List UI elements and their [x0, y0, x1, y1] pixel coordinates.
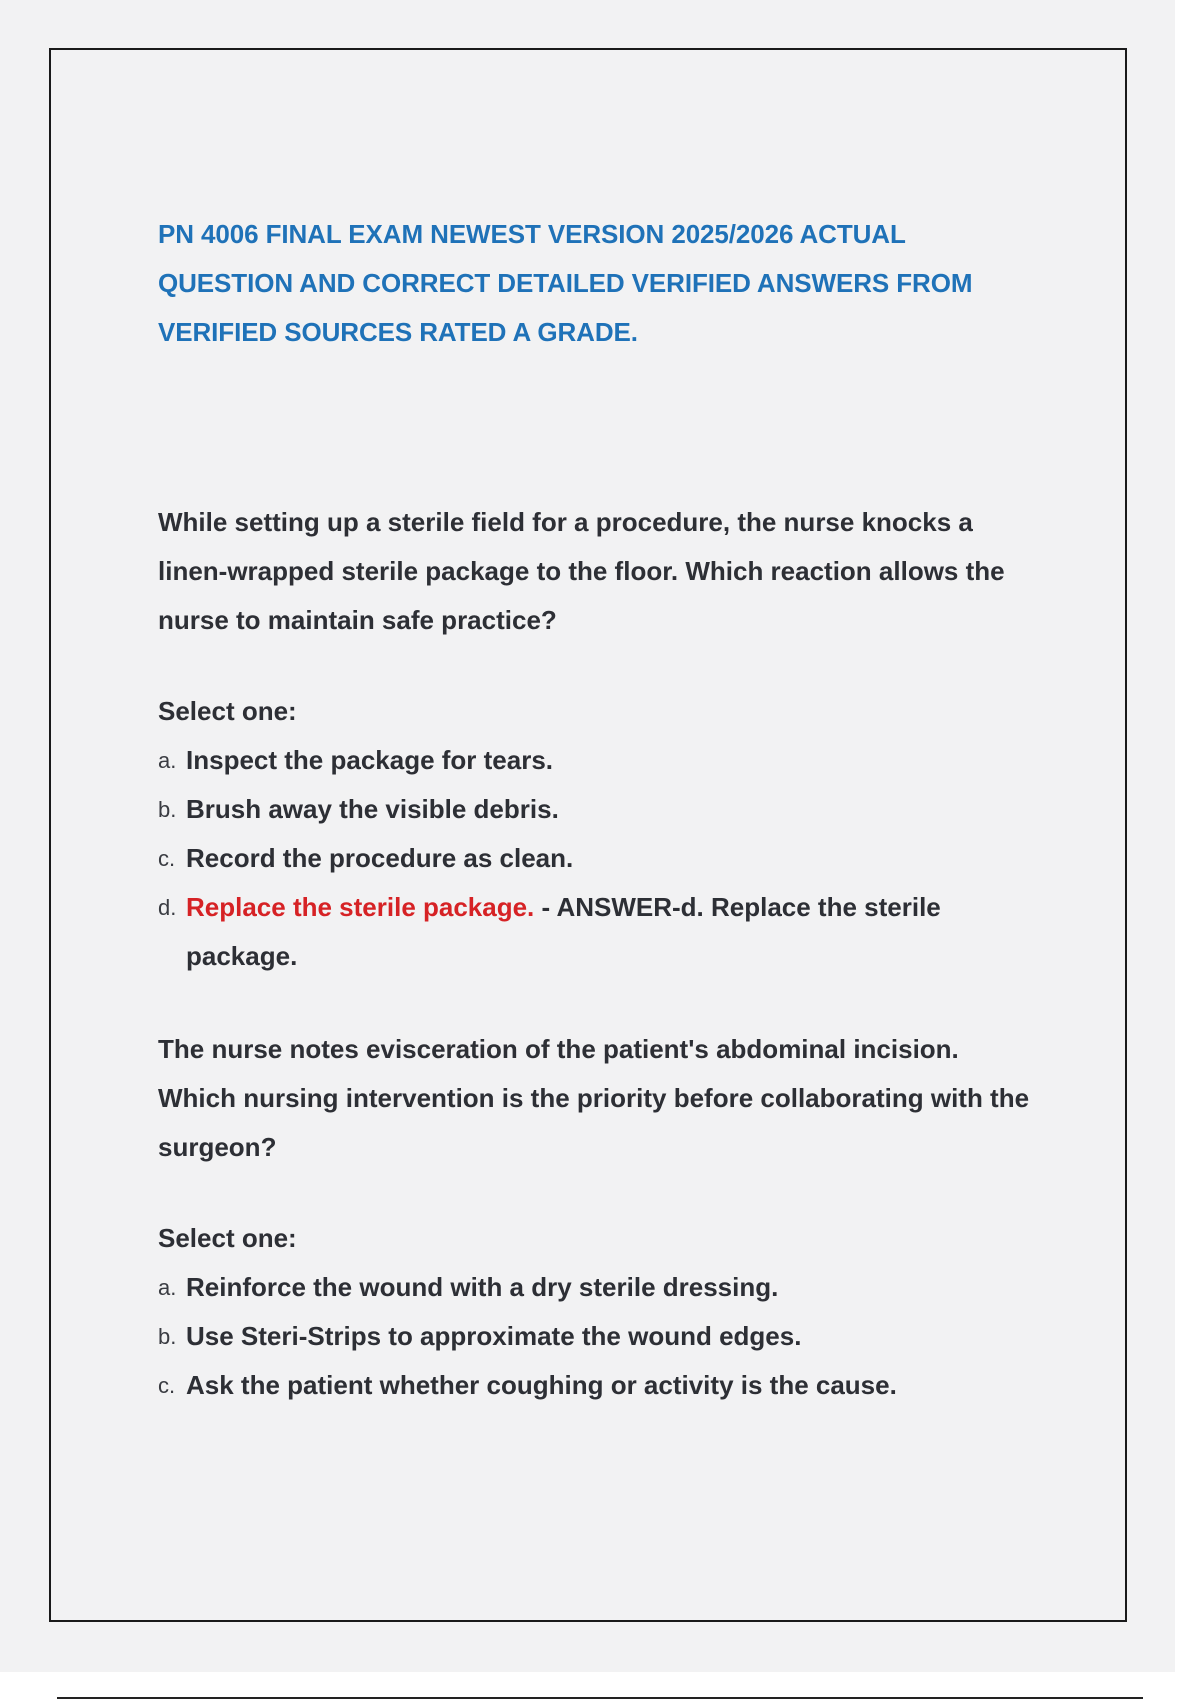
document-title: PN 4006 FINAL EXAM NEWEST VERSION 2025/2026 ACTUAL QUESTION AND CORRECT DETAILED VERIFIED ANSWERS FROM VERIFIED SOURCES RATED A GRADE.	[158, 219, 973, 347]
question-2-select-label: Select one:	[158, 1223, 297, 1253]
option-letter: a.	[158, 1275, 177, 1300]
question-2-option-a	[158, 1263, 1038, 1312]
question-1-option-c	[158, 834, 1038, 883]
question-2	[158, 1025, 1038, 1410]
option-text: Brush away the visible debris.	[186, 794, 559, 824]
question-1-option-a	[158, 736, 1038, 785]
question-1-text: While setting up a sterile field for a procedure, the nurse knocks a linen-wrapped sterile package to the floor. Which reaction allows the nurse to maintain safe practice?	[158, 507, 1005, 635]
correct-option-text: Replace the sterile package.	[186, 892, 535, 922]
option-letter: c.	[158, 1373, 176, 1398]
option-text: Use Steri-Strips to approximate the wound edges.	[186, 1321, 802, 1351]
question-1	[158, 498, 1038, 981]
question-1-option-d	[158, 883, 1038, 981]
option-text: Ask the patient whether coughing or activity is the cause.	[186, 1370, 897, 1400]
answer-key: - ANSWER-d. Replace the sterile package.	[186, 892, 941, 971]
page-separator-line	[57, 1697, 1143, 1699]
question-1-option-b	[158, 785, 1038, 834]
option-text: Record the procedure as clean.	[186, 843, 574, 873]
question-2-option-b	[158, 1312, 1038, 1361]
question-2-text: The nurse notes evisceration of the patient's abdominal incision. Which nursing intervention is the priority before collaborating with the surgeon?	[158, 1034, 1030, 1162]
option-letter: b.	[158, 1324, 177, 1349]
option-letter: a.	[158, 748, 177, 773]
question-1-select-label: Select one:	[158, 696, 297, 726]
document-content	[158, 210, 1038, 1410]
option-letter: b.	[158, 797, 177, 822]
option-text: Reinforce the wound with a dry sterile dressing.	[186, 1272, 779, 1302]
option-letter: c.	[158, 846, 176, 871]
question-2-option-c	[158, 1361, 1038, 1410]
option-letter: d.	[158, 895, 177, 920]
question-1-options	[158, 736, 1038, 981]
question-2-options	[158, 1263, 1038, 1410]
option-text: Inspect the package for tears.	[186, 745, 554, 775]
